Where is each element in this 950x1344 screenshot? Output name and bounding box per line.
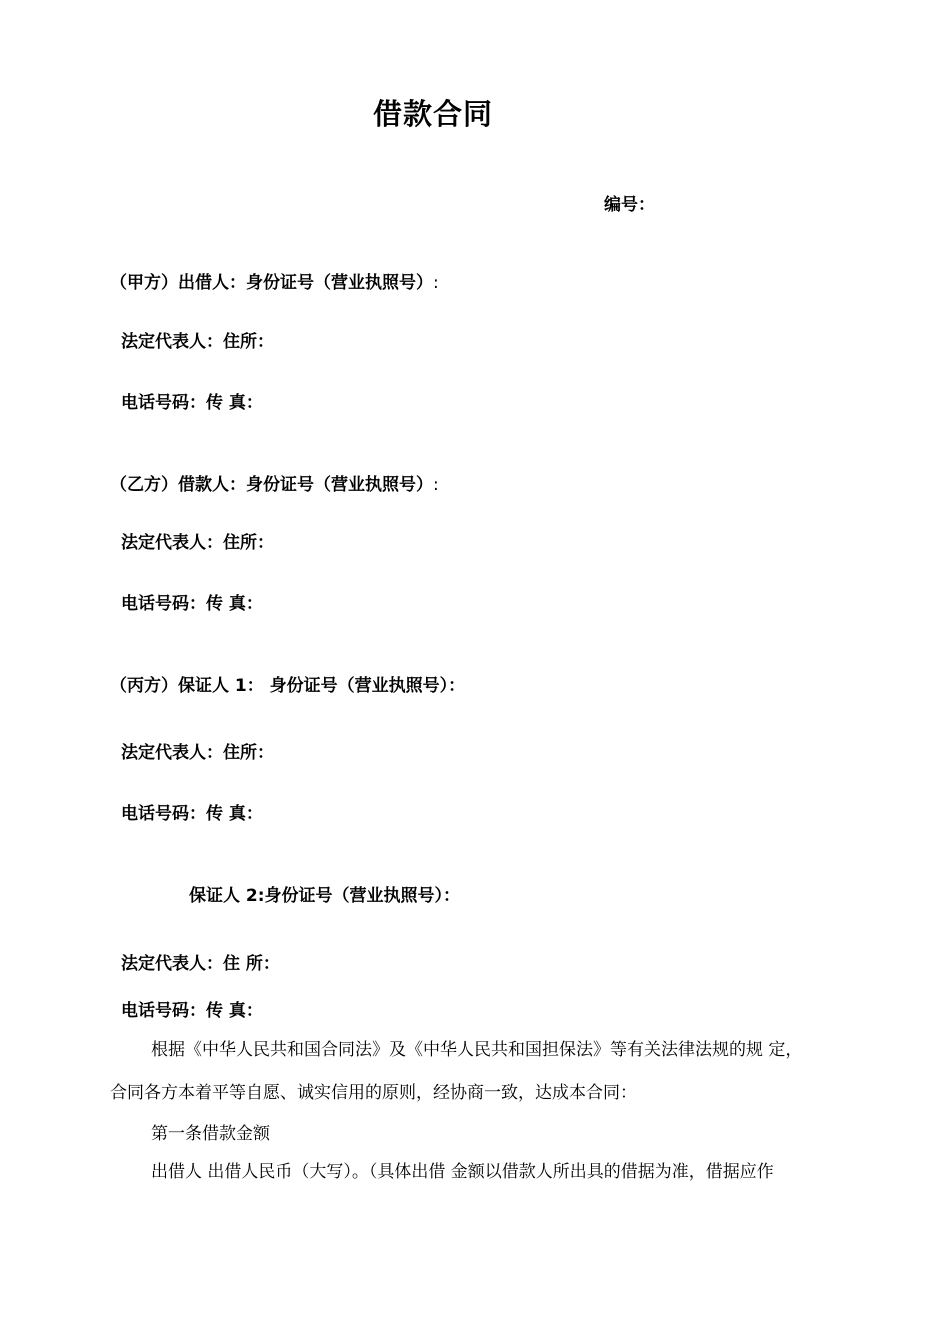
party-a-header <box>110 268 439 293</box>
party-a-phone-line: 电话号码：传 真： <box>121 393 263 413</box>
party-b-representative-line: 法定代表人：住所： <box>121 533 274 553</box>
article-1-text: 出借人 出借人民币（大写）。（具体出借 金额以借款人所出具的借据为准，借据应作 <box>151 1162 774 1182</box>
party-c-header: （丙方）保证人 1： 身份证号（营业执照号）： <box>110 676 466 696</box>
preamble-line-2: 合同各方本着平等自愿、诚实信用的原则，经协商一致，达成本合同： <box>110 1083 637 1103</box>
party-c-representative-line: 法定代表人：住所： <box>121 743 274 763</box>
article-1-title: 第一条借款金额 <box>151 1124 270 1144</box>
party-b-header-text: （乙方）借款人：身份证号（营业执照号） <box>110 475 433 495</box>
party-b-phone-line: 电话号码：传 真： <box>121 594 263 614</box>
guarantor-2-phone-line: 电话号码：传 真： <box>121 1001 263 1021</box>
party-a-representative-line: 法定代表人：住所： <box>121 332 274 352</box>
guarantor-2-representative-line: 法定代表人：住 所： <box>121 954 280 974</box>
party-a-header-colon: : <box>433 273 439 293</box>
party-b-header-colon: : <box>433 475 439 495</box>
party-b-header <box>110 470 439 495</box>
preamble-line-1: 根据《中华人民共和国合同法》及《中华人民共和国担保法》等有关法律法规的规 定， <box>151 1040 803 1060</box>
document-title: 借款合同 <box>372 97 493 131</box>
party-a-header-text: （甲方）出借人：身份证号（营业执照号） <box>110 273 433 293</box>
guarantor-2-header: 保证人 2:身份证号（营业执照号）： <box>189 886 461 906</box>
contract-number-label: 编号： <box>604 195 655 215</box>
party-c-phone-line: 电话号码：传 真： <box>121 804 263 824</box>
